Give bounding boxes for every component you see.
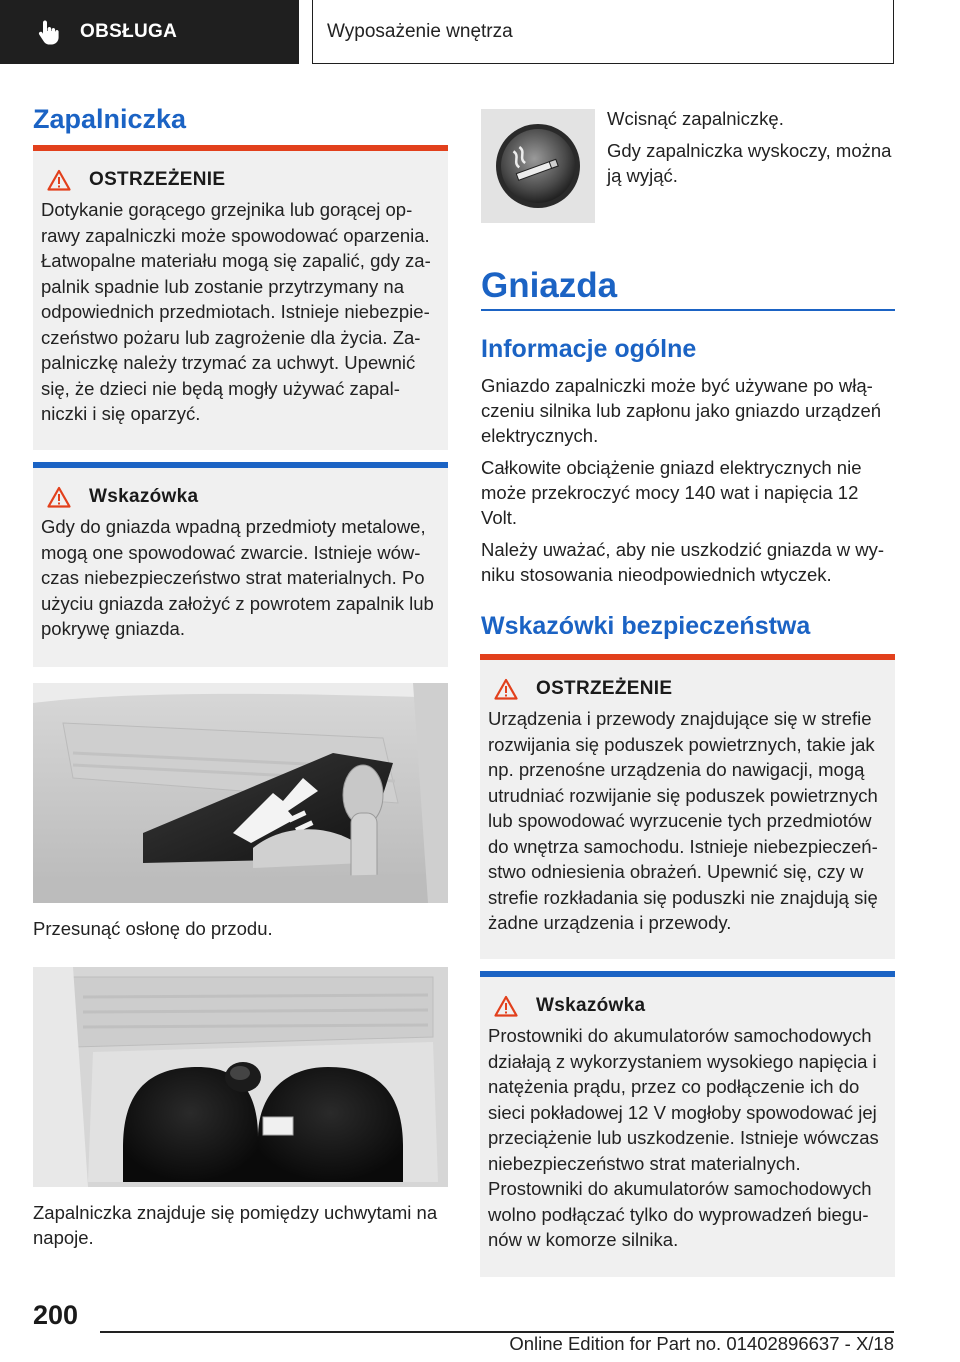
- warning-heading: OSTRZEŻENIE: [89, 169, 226, 190]
- cupholders-photo: [33, 967, 448, 1187]
- lighter-instruction-2: Gdy zapalniczka wyskoczy, można ją wyjąć.: [607, 140, 892, 186]
- note-box-chargers: [480, 971, 895, 1277]
- subsection-title-general: Informacje ogólne: [481, 335, 697, 363]
- section-rule: [481, 309, 895, 311]
- general-para-3: Należy uważać, aby nie uszkodzić gniazda w wyniku stosowania nieodpowiednich wtyczek.: [481, 539, 885, 585]
- lighter-illustration: [481, 109, 595, 223]
- general-para-2: Całkowite obciążenie gniazd elektrycznych nie może przekroczyć mocy 140 wat i napięcia 12 Volt.: [481, 457, 862, 528]
- warning-body: Urządzenia i przewody znajdujące się w strefie rozwijania się poduszek powietrznych, takie jak np. przenośne urządzenia do nawigacji, mogą utrudniać rozwijanie się poduszek powietrznych lub spowodować wyrzucenie tych przedmiotów do wnętrza samochodu. Istnieje niebezpieczeństwo odniesienia obrażeń. Upewnić się, czy w strefie rozkładania się poduszki nie znajdują się żadne urządzenia i przewody.: [488, 708, 878, 933]
- lighter-photo: [481, 109, 595, 223]
- section-title-lighter: Zapalniczka: [33, 104, 187, 134]
- note-box-socket: [33, 462, 448, 667]
- console-cover-photo: [33, 683, 448, 903]
- warning-box-lighter: [33, 145, 448, 450]
- console-cover-illustration: [33, 683, 448, 903]
- note-body: Prostowniki do akumulatorów samochodowych działają z wykorzystaniem wysokiego napięcia i natężenia prądu, przez co podłączenie ich do sieci pokładowej 12 V mogłoby spowodować jej przeciążenie lub uszkodzenie. Istnieje wówczas niebezpieczeństwo strat materialnych. Prostowniki do akumulatorów samochodowych wolno podłączać tylko do wyprowadzeń biegunów w komorze silnika.: [488, 1025, 879, 1250]
- note-triangle-icon: [494, 995, 518, 1017]
- general-para-1: Gniazdo zapalniczki może być używane po włączeniu silnika lub zapłonu jako gniazdo urządzeń elektrycznych.: [481, 375, 882, 446]
- section-tab: [0, 0, 299, 64]
- cupholders-illustration: [33, 967, 448, 1187]
- edition-note: Online Edition for Part no. 01402896637 - X/18: [509, 1333, 894, 1354]
- pointing-hand-icon: [38, 19, 60, 45]
- warning-triangle-icon: [494, 678, 518, 700]
- page-number: 200: [33, 1300, 79, 1330]
- chapter-title-text: Wyposażenie wnętrza: [327, 20, 513, 42]
- warning-triangle-icon: [47, 169, 71, 191]
- section-tab-label: OBSŁUGA: [80, 21, 178, 42]
- chapter-title: [312, 0, 894, 64]
- note-body: Gdy do gniazda wpadną przedmioty metalowe, mogą one spowodować zwarcie. Istnieje wówczas niebezpieczeństwo strat materialnych. Po użyciu gniazda założyć z powrotem zapalnik lub pokrywę gniazda.: [41, 516, 434, 639]
- caption-cupholders: Zapalniczka znajduje się pomiędzy uchwytami na napoje.: [33, 1202, 438, 1248]
- warning-body: Dotykanie gorącego grzejnika lub gorącej oprawy zapalniczki może spowodować oparzenia. Łatwopalne materiału mogą się zapalić, gdy zapalnik spadnie lub zostanie przytrzymany na odpowiednich przedmiotach. Istnieje niebezpieczeństwo pożaru lub zagrożenie dla życia. Zapalniczkę należy trzymać za uchwyt. Upewnić się, że dzieci nie będą mogły używać zapalniczki i się oparzyć.: [41, 199, 431, 424]
- warning-box-airbag: [480, 654, 895, 959]
- subsection-title-safety: Wskazówki bezpieczeństwa: [481, 612, 811, 640]
- lighter-instruction-1: Wcisnąć zapalniczkę.: [607, 108, 784, 129]
- note-triangle-icon: [47, 486, 71, 508]
- note-heading: Wskazówka: [89, 486, 199, 507]
- caption-cover: Przesunąć osłonę do przodu.: [33, 918, 273, 939]
- warning-heading: OSTRZEŻENIE: [536, 678, 673, 699]
- note-heading: Wskazówka: [536, 995, 646, 1016]
- section-title-sockets: Gniazda: [481, 266, 618, 305]
